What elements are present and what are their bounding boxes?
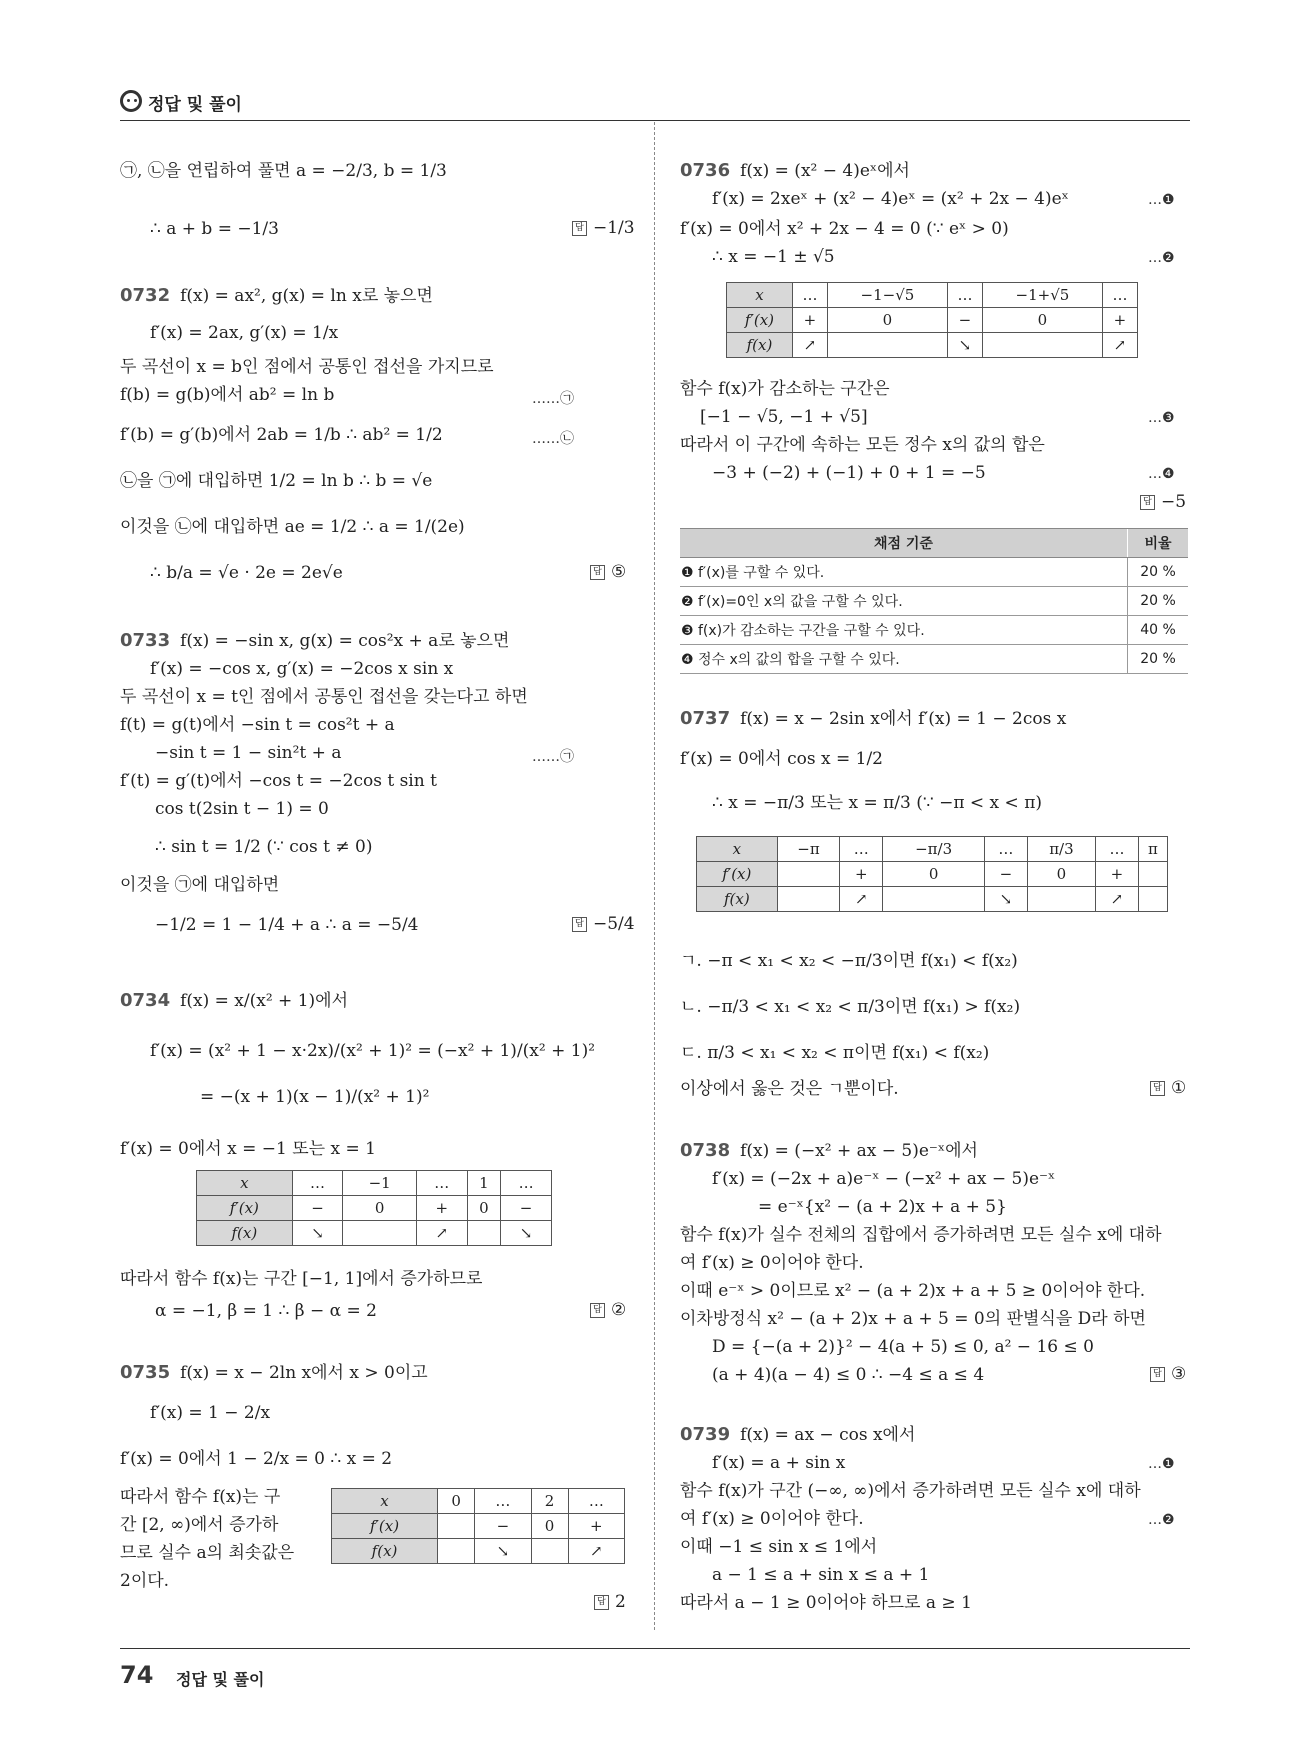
problem-0738: 0738 f(x) = (−x² + ax − 5)e⁻ˣ에서	[680, 1140, 978, 1161]
solution-line: f(b) = g(b)에서 ab² = ln b	[120, 385, 335, 405]
solution-line: 따라서 a − 1 ≥ 0이어야 하므로 a ≥ 1	[680, 1593, 972, 1613]
solution-line: f′(x) = −cos x, g′(x) = −2cos x sin x	[150, 659, 454, 679]
grading-row: ❸ f(x)가 감소하는 구간을 구할 수 있다. 40 %	[680, 616, 1188, 645]
solution-line: f′(x) = 1 − 2/x	[150, 1403, 271, 1423]
solution-line: a − 1 ≤ a + sin x ≤ a + 1	[712, 1565, 930, 1585]
problem-0735: 0735 f(x) = x − 2ln x에서 x > 0이고	[120, 1362, 428, 1383]
solution-line: 따라서 함수 f(x)는 구간 [−1, 1]에서 증가하므로	[120, 1269, 483, 1289]
solution-line: −1/2 = 1 − 1/4 + a ∴ a = −5/4	[155, 915, 419, 935]
problem-0733: 0733 f(x) = −sin x, g(x) = cos²x + a로 놓으면	[120, 630, 510, 651]
variation-table-0736: x … −1−√5 … −1+√5 … f′(x) + 0 − 0 + f(x) ↗ ↘ ↗	[726, 282, 1138, 358]
solution-line: ㉠, ㉡을 연립하여 풀면 a = −2/3, b = 1/3	[120, 161, 447, 181]
page-footer	[120, 1648, 1190, 1689]
solution-line: 함수 f(x)가 실수 전체의 집합에서 증가하려면 모든 실수 x에 대하	[680, 1225, 1162, 1245]
variation-table-0737: x −π … −π/3 … π/3 … π f′(x) + 0 − 0 + f(x) ↗ ↘ ↗	[696, 836, 1168, 912]
solution-line: α = −1, β = 1 ∴ β − α = 2	[155, 1301, 377, 1321]
solution-line: f′(x) = 0에서 1 − 2/x = 0 ∴ x = 2	[120, 1449, 393, 1469]
column-divider	[654, 122, 655, 1630]
solution-line: f′(x) = 0에서 cos x = 1/2	[680, 749, 884, 769]
solution-line: 따라서 이 구간에 속하는 모든 정수 x의 값의 합은	[680, 435, 1045, 455]
solution-line: f′(x) = 0에서 x = −1 또는 x = 1	[120, 1139, 376, 1159]
page-header	[120, 88, 1190, 121]
solution-line: ∴ x = −π/3 또는 x = π/3 (∵ −π < x < π)	[712, 793, 1042, 813]
page-number: 74	[120, 1661, 154, 1689]
solution-line: f′(x) = 0에서 x² + 2x − 4 = 0 (∵ eˣ > 0)	[680, 219, 1009, 239]
grading-row: ❹ 정수 x의 값의 합을 구할 수 있다. 20 %	[680, 645, 1188, 674]
solution-line: 여 f′(x) ≥ 0이어야 한다.	[680, 1253, 864, 1273]
solution-line: 이때 e⁻ˣ > 0이므로 x² − (a + 2)x + a + 5 ≥ 0이어야 한다.	[680, 1281, 1146, 1301]
solution-line: = e⁻ˣ{x² − (a + 2)x + a + 5}	[758, 1197, 1007, 1217]
problem-0734: 0734 f(x) = x/(x² + 1)에서	[120, 990, 348, 1011]
solution-line: f′(x) = (x² + 1 − x·2x)/(x² + 1)² = (−x² + 1)/(x² + 1)²	[150, 1041, 596, 1061]
solution-line: 이차방정식 x² − (a + 2)x + a + 5 = 0의 판별식을 D라 하면	[680, 1309, 1146, 1329]
choice-line: ㄱ. −π < x₁ < x₂ < −π/3이면 f(x₁) < f(x₂)	[680, 951, 1018, 971]
solution-line: f′(t) = g′(t)에서 −cos t = −2cos t sin t	[120, 771, 437, 791]
answer: 답 ②	[590, 1300, 626, 1320]
solution-line: 이것을 ㉡에 대입하면 ae = 1/2 ∴ a = 1/(2e)	[120, 517, 465, 537]
answer: 답 2	[594, 1592, 626, 1612]
solution-line: 이때 −1 ≤ sin x ≤ 1에서	[680, 1537, 878, 1557]
face-logo-icon	[120, 90, 142, 112]
solution-line: f′(x) = 2xeˣ + (x² − 4)eˣ = (x² + 2x − 4)eˣ	[712, 189, 1069, 209]
step-marker: …❶	[1148, 192, 1175, 208]
solution-line: ∴ a + b = −1/3	[150, 219, 279, 239]
answer: 답 −1/3	[572, 218, 635, 238]
solution-line: 함수 f(x)가 감소하는 구간은	[680, 379, 890, 399]
solution-line: 이상에서 옳은 것은 ㄱ뿐이다.	[680, 1079, 899, 1099]
answer-icon: 답	[572, 917, 587, 932]
solution-line: cos t(2sin t − 1) = 0	[155, 799, 329, 819]
footer-title: 정답 및 풀이	[176, 1670, 265, 1689]
solution-line: 따라서 함수 f(x)는 구	[120, 1487, 281, 1507]
problem-number: 0732	[120, 285, 171, 306]
solution-line: [−1 − √5, −1 + √5]	[700, 407, 868, 427]
answer-icon: 답	[572, 221, 587, 236]
problem-number: 0739	[680, 1424, 731, 1445]
answer-icon: 답	[590, 565, 605, 580]
grading-row: ❷ f′(x)=0인 x의 값을 구할 수 있다. 20 %	[680, 587, 1188, 616]
problem-number: 0733	[120, 630, 171, 651]
problem-0736: 0736 f(x) = (x² − 4)eˣ에서	[680, 160, 910, 181]
solution-line: f′(x) = (−2x + a)e⁻ˣ − (−x² + ax − 5)e⁻ˣ	[712, 1169, 1056, 1189]
solution-line: f′(b) = g′(b)에서 2ab = 1/b ∴ ab² = 1/2	[120, 425, 443, 445]
answer: 답 −5	[1140, 492, 1186, 512]
solution-line: (a + 4)(a − 4) ≤ 0 ∴ −4 ≤ a ≤ 4	[712, 1365, 985, 1385]
solution-line: 두 곡선이 x = t인 점에서 공통인 접선을 갖는다고 하면	[120, 687, 528, 707]
solution-line: 2이다.	[120, 1571, 170, 1591]
answer: 답 −5/4	[572, 914, 635, 934]
answer-icon: 답	[594, 1595, 609, 1610]
step-marker: …❸	[1148, 410, 1175, 426]
answer: 답 ⑤	[590, 562, 626, 582]
problem-number: 0737	[680, 708, 731, 729]
answer-icon: 답	[1150, 1081, 1165, 1096]
grading-table	[680, 528, 1188, 674]
solution-line: 간 [2, ∞)에서 증가하	[120, 1515, 279, 1535]
solution-line: ∴ b/a = √e · 2e = 2e√e	[150, 563, 343, 583]
solution-line: 이것을 ㉠에 대입하면	[120, 875, 280, 895]
answer-icon: 답	[1140, 495, 1155, 510]
answer-icon: 답	[1150, 1367, 1165, 1382]
equation-marker: ……㉠	[532, 749, 574, 765]
problem-number: 0735	[120, 1362, 171, 1383]
choice-line: ㄴ. −π/3 < x₁ < x₂ < π/3이면 f(x₁) > f(x₂)	[680, 997, 1021, 1017]
answer-icon: 답	[590, 1303, 605, 1318]
problem-number: 0734	[120, 990, 171, 1011]
answer: 답 ③	[1150, 1364, 1186, 1384]
solution-line: −3 + (−2) + (−1) + 0 + 1 = −5	[712, 463, 986, 483]
problem-0732: 0732 f(x) = ax², g(x) = ln x로 놓으면	[120, 285, 433, 306]
problem-number: 0736	[680, 160, 731, 181]
solution-line: f(t) = g(t)에서 −sin t = cos²t + a	[120, 715, 395, 735]
variation-table-0734: x … −1 … 1 … f′(x) − 0 + 0 − f(x) ↘ ↗ ↘	[196, 1170, 552, 1246]
solution-line: f′(x) = 2ax, g′(x) = 1/x	[150, 323, 339, 343]
problem-0737: 0737 f(x) = x − 2sin x에서 f′(x) = 1 − 2cos x	[680, 708, 1067, 729]
step-marker: …❶	[1148, 1456, 1175, 1472]
variation-table-0735: x 0 … 2 … f′(x) − 0 + f(x) ↘ ↗	[331, 1488, 625, 1564]
solution-line: ㉡을 ㉠에 대입하면 1/2 = ln b ∴ b = √e	[120, 471, 433, 491]
problem-number: 0738	[680, 1140, 731, 1161]
equation-marker: ……㉠	[532, 391, 574, 407]
solution-line: 함수 f(x)가 구간 (−∞, ∞)에서 증가하려면 모든 실수 x에 대하	[680, 1481, 1141, 1501]
grading-row: ❶ f′(x)를 구할 수 있다. 20 %	[680, 558, 1188, 587]
step-marker: …❷	[1148, 1512, 1175, 1528]
solution-line: −sin t = 1 − sin²t + a	[155, 743, 342, 763]
problem-0739: 0739 f(x) = ax − cos x에서	[680, 1424, 916, 1445]
equation-marker: ……㉡	[532, 431, 574, 447]
solution-line: D = {−(a + 2)}² − 4(a + 5) ≤ 0, a² − 16 ≤ 0	[712, 1337, 1094, 1357]
solution-line: ∴ sin t = 1/2 (∵ cos t ≠ 0)	[155, 837, 373, 857]
grading-head-criterion: 채점 기준	[680, 529, 1128, 558]
solution-line: ∴ x = −1 ± √5	[712, 247, 835, 267]
grading-head-ratio: 비율	[1128, 529, 1189, 558]
solution-line: f′(x) = a + sin x	[712, 1453, 846, 1473]
step-marker: …❹	[1148, 466, 1175, 482]
solution-line: 두 곡선이 x = b인 점에서 공통인 접선을 가지므로	[120, 357, 494, 377]
solution-line: 므로 실수 a의 최솟값은	[120, 1543, 295, 1563]
solution-line: 여 f′(x) ≥ 0이어야 한다.	[680, 1509, 864, 1529]
solution-line: = −(x + 1)(x − 1)/(x² + 1)²	[200, 1087, 430, 1107]
answer: 답 ①	[1150, 1078, 1186, 1098]
choice-line: ㄷ. π/3 < x₁ < x₂ < π이면 f(x₁) < f(x₂)	[680, 1043, 990, 1063]
step-marker: …❷	[1148, 250, 1175, 266]
header-title: 정답 및 풀이	[148, 95, 242, 115]
